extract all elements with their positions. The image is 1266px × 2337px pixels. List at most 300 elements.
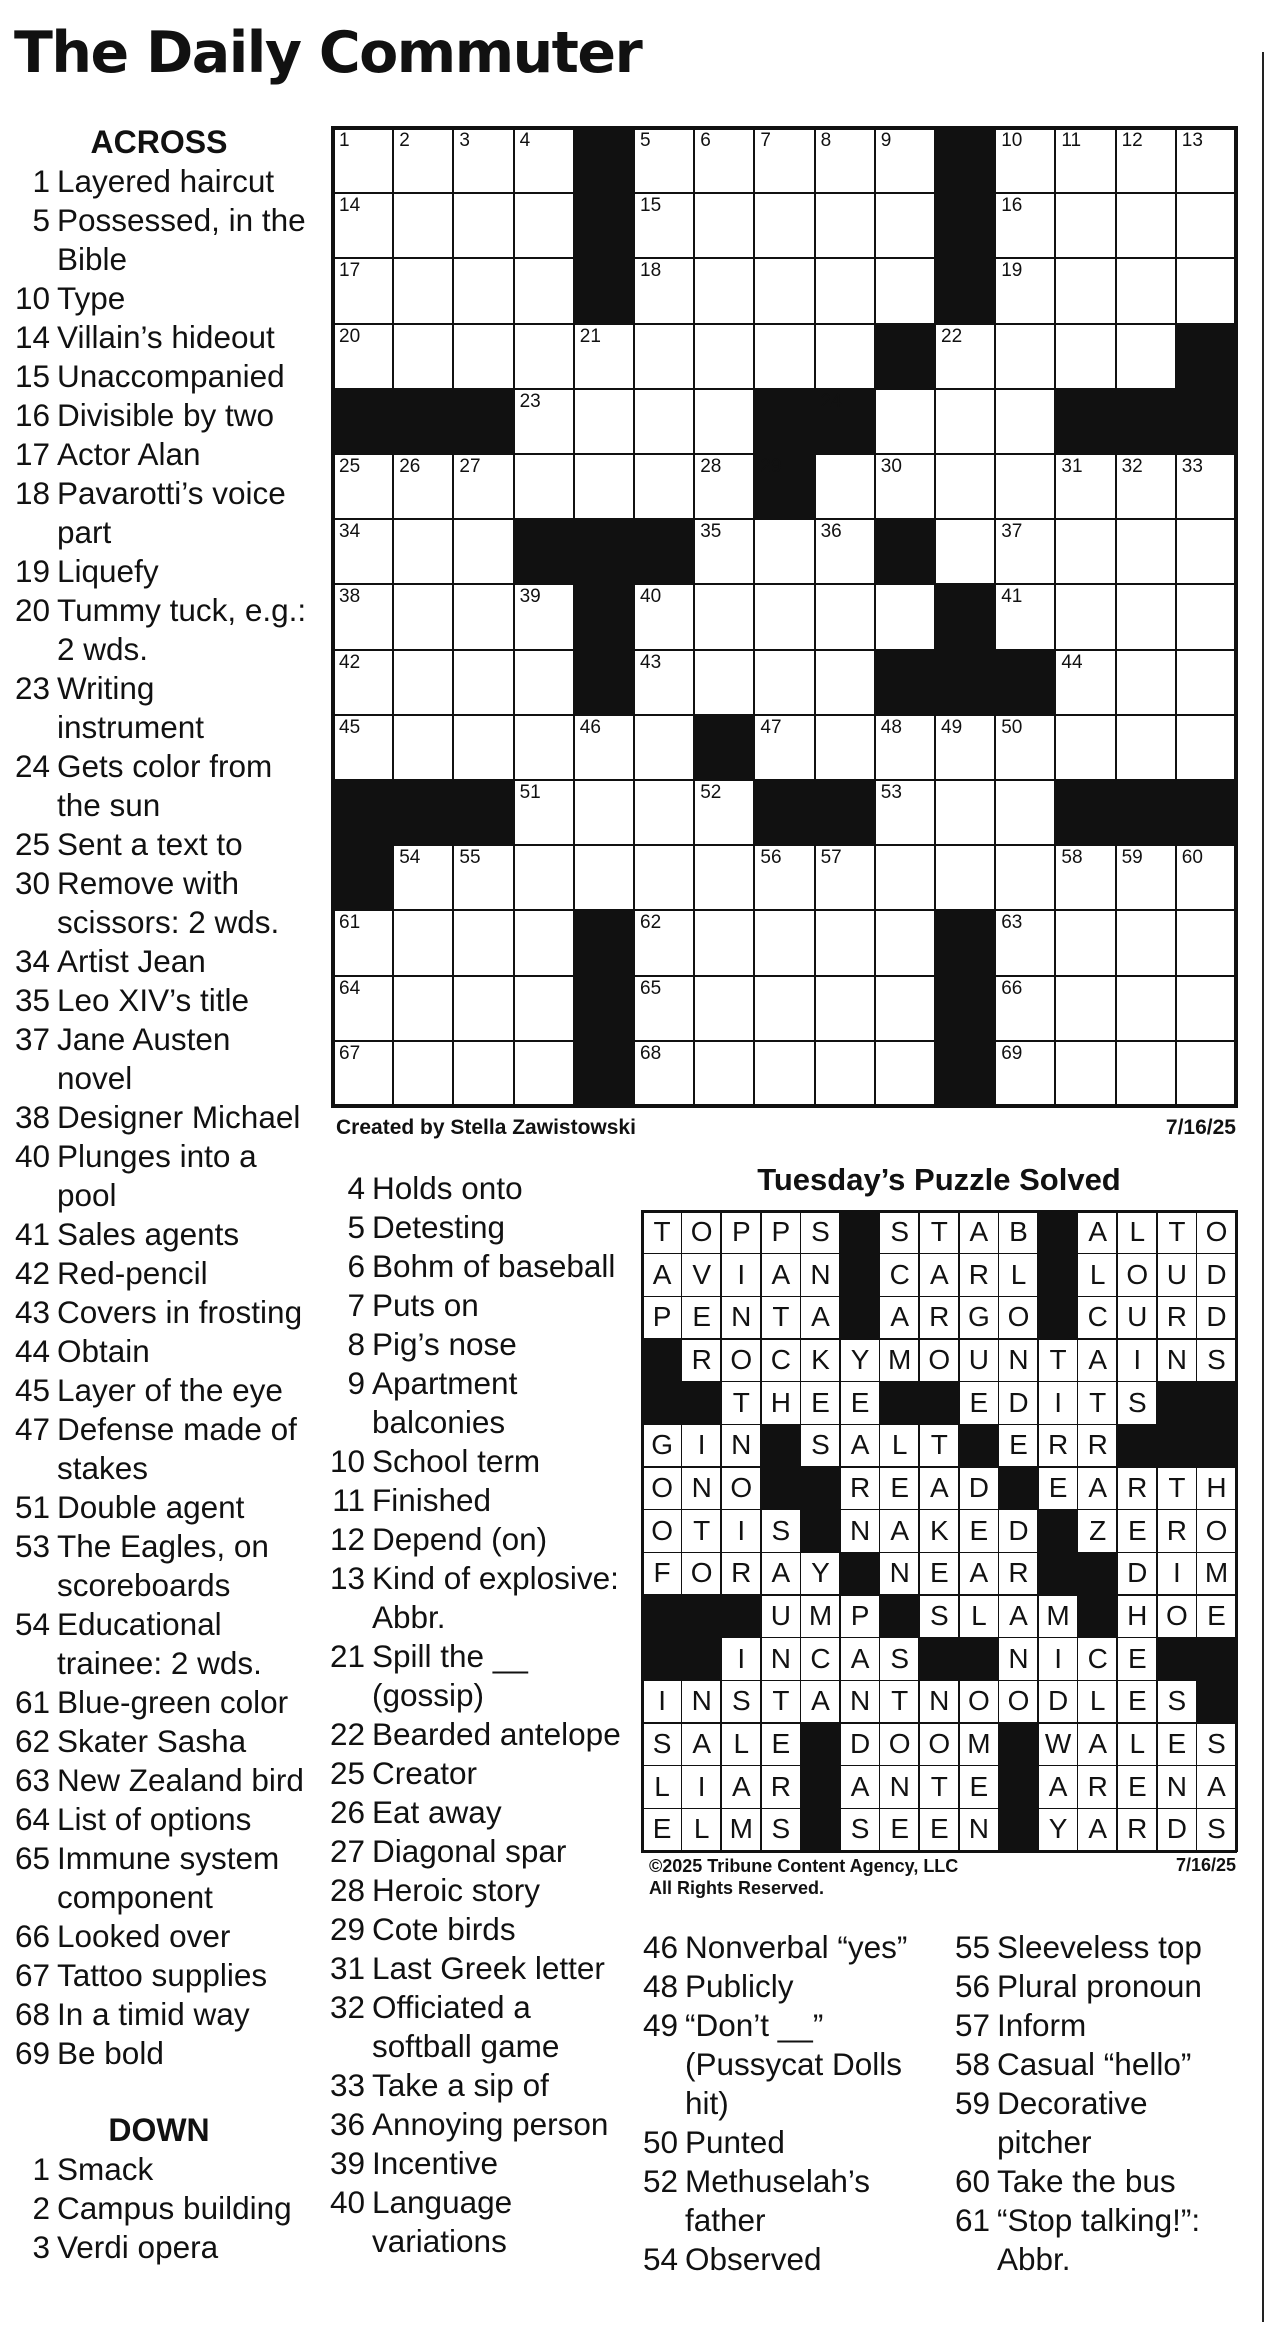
crossword-grid[interactable] [333, 128, 1236, 1106]
grid-cell[interactable] [1055, 976, 1116, 1042]
grid-cell[interactable] [694, 584, 755, 650]
grid-cell[interactable] [453, 1041, 514, 1107]
grid-cell[interactable] [694, 650, 755, 716]
clue-text: Publicly [685, 1968, 794, 2004]
grid-cell[interactable] [333, 258, 394, 324]
grid-cell[interactable] [995, 193, 1056, 259]
grid-cell[interactable] [694, 780, 755, 846]
grid-cell[interactable] [333, 1041, 394, 1107]
clue-text: Looked over [57, 1918, 231, 1954]
grid-line [839, 1210, 841, 1852]
clue-text: Heroic story [372, 1872, 541, 1908]
grid-cell[interactable] [393, 1041, 454, 1107]
grid-cell[interactable] [815, 976, 876, 1042]
grid-cell[interactable] [453, 845, 514, 911]
grid-cell[interactable] [333, 650, 394, 716]
grid-cell[interactable] [815, 715, 876, 781]
cell-number: 65 [640, 977, 662, 999]
grid-cell[interactable] [1116, 519, 1177, 585]
grid-cell[interactable] [754, 258, 815, 324]
grid-cell[interactable] [514, 584, 575, 650]
grid-cell[interactable] [1176, 910, 1237, 976]
cell-number: 32 [1121, 456, 1143, 477]
clue-number: 5 [347, 1209, 365, 1245]
grid-cell[interactable] [995, 1041, 1056, 1107]
solution-letter: L [642, 1766, 682, 1809]
grid-cell[interactable] [815, 324, 876, 390]
grid-cell[interactable] [333, 910, 394, 976]
grid-cell[interactable] [875, 780, 936, 846]
grid-cell[interactable] [514, 976, 575, 1042]
grid-line [573, 126, 575, 1108]
grid-line [331, 257, 1238, 259]
grid-cell[interactable] [393, 193, 454, 259]
grid-line [452, 126, 454, 1108]
grid-cell[interactable] [1116, 976, 1177, 1042]
clue-number: 43 [14, 1294, 50, 1330]
grid-cell[interactable] [1176, 519, 1237, 585]
clue-item [14, 825, 314, 864]
solution-letter: E [880, 1808, 920, 1851]
clue-item [14, 1683, 314, 1722]
grid-cell[interactable] [453, 258, 514, 324]
grid-cell[interactable] [694, 1041, 755, 1107]
solution-letter: U [761, 1595, 801, 1638]
grid-cell[interactable] [754, 650, 815, 716]
grid-cell[interactable] [1116, 715, 1177, 781]
grid-cell[interactable] [634, 128, 695, 194]
grid-cell[interactable] [935, 324, 996, 390]
grid-block [995, 650, 1056, 716]
clue-number: 21 [329, 1638, 365, 1674]
grid-cell[interactable] [1116, 193, 1177, 259]
grid-cell[interactable] [453, 324, 514, 390]
clue-item [14, 1956, 314, 1995]
grid-cell[interactable] [1055, 584, 1116, 650]
grid-cell[interactable] [333, 324, 394, 390]
solution-letter: A [959, 1552, 999, 1595]
clue-number: 19 [14, 553, 50, 589]
solution-letter: S [761, 1510, 801, 1553]
grid-line [958, 1210, 960, 1852]
grid-cell[interactable] [574, 454, 635, 520]
grid-cell[interactable] [995, 258, 1056, 324]
grid-cell[interactable] [1116, 1041, 1177, 1107]
down-header: DOWN [108, 2112, 210, 2148]
grid-cell[interactable] [1116, 258, 1177, 324]
solution-letter: A [880, 1296, 920, 1339]
grid-line [998, 1210, 1000, 1852]
cell-number: 18 [640, 260, 662, 282]
grid-line [994, 126, 996, 1108]
grid-cell[interactable] [393, 715, 454, 781]
grid-cell[interactable] [995, 910, 1056, 976]
grid-cell[interactable] [815, 910, 876, 976]
clue-number: 23 [14, 670, 50, 706]
grid-cell[interactable] [634, 1041, 695, 1107]
clue-number: 61 [14, 1684, 50, 1720]
grid-cell[interactable] [1116, 910, 1177, 976]
grid-cell[interactable] [815, 193, 876, 259]
grid-cell[interactable] [333, 519, 394, 585]
grid-cell[interactable] [815, 845, 876, 911]
clue-item [329, 1910, 629, 1949]
clue-number: 20 [14, 592, 50, 628]
grid-cell[interactable] [634, 324, 695, 390]
grid-cell[interactable] [1176, 715, 1237, 781]
clue-item [329, 2144, 629, 2183]
grid-cell[interactable] [514, 389, 575, 455]
grid-cell[interactable] [514, 258, 575, 324]
grid-cell[interactable] [1116, 324, 1177, 390]
grid-cell[interactable] [1055, 128, 1116, 194]
clue-item [329, 1559, 629, 1637]
grid-cell[interactable] [754, 519, 815, 585]
grid-cell[interactable] [574, 715, 635, 781]
grid-cell[interactable] [514, 454, 575, 520]
grid-cell[interactable] [995, 780, 1056, 846]
solution-letter: N [721, 1296, 761, 1339]
grid-cell[interactable] [634, 715, 695, 781]
grid-line [331, 844, 1238, 846]
grid-cell[interactable] [935, 454, 996, 520]
solution-letter: N [800, 1254, 840, 1297]
grid-cell[interactable] [634, 976, 695, 1042]
grid-cell[interactable] [935, 845, 996, 911]
grid-cell[interactable] [514, 715, 575, 781]
solution-letter: O [642, 1467, 682, 1510]
grid-cell[interactable] [995, 454, 1056, 520]
solution-letter: A [1078, 1339, 1118, 1382]
grid-cell[interactable] [453, 454, 514, 520]
grid-cell[interactable] [393, 976, 454, 1042]
solution-block [998, 1808, 1038, 1851]
solution-block [959, 1424, 999, 1467]
grid-cell[interactable] [333, 976, 394, 1042]
grid-cell[interactable] [995, 976, 1056, 1042]
solution-letter: U [1117, 1296, 1157, 1339]
grid-cell[interactable] [514, 845, 575, 911]
grid-cell[interactable] [754, 910, 815, 976]
grid-cell[interactable] [694, 258, 755, 324]
grid-cell[interactable] [1176, 584, 1237, 650]
grid-cell[interactable] [935, 780, 996, 846]
cell-number: 26 [399, 456, 421, 477]
grid-cell[interactable] [694, 389, 755, 455]
clue-number: 25 [329, 1755, 365, 1791]
grid-cell[interactable] [875, 258, 936, 324]
grid-block [1055, 780, 1116, 846]
grid-cell[interactable] [754, 1041, 815, 1107]
grid-cell[interactable] [875, 910, 936, 976]
solution-block [1196, 1638, 1236, 1681]
grid-cell[interactable] [875, 715, 936, 781]
grid-cell[interactable] [754, 584, 815, 650]
grid-cell[interactable] [333, 454, 394, 520]
clue-number: 13 [329, 1560, 365, 1596]
clue-item [329, 1208, 629, 1247]
grid-cell[interactable] [1055, 193, 1116, 259]
grid-cell[interactable] [634, 650, 695, 716]
solution-letter: A [761, 1254, 801, 1297]
solution-block [1078, 1552, 1118, 1595]
grid-cell[interactable] [1176, 976, 1237, 1042]
solution-block [998, 1467, 1038, 1510]
grid-cell[interactable] [1176, 650, 1237, 716]
grid-cell[interactable] [935, 519, 996, 585]
clue-item [14, 1917, 314, 1956]
solution-letter: S [1196, 1808, 1236, 1851]
grid-cell[interactable] [453, 976, 514, 1042]
clue-number: 30 [14, 865, 50, 901]
solution-letter: A [919, 1467, 959, 1510]
copyright-line: ©2025 Tribune Content Agency, LLC [649, 1856, 959, 1876]
grid-cell[interactable] [875, 193, 936, 259]
grid-cell[interactable] [754, 715, 815, 781]
grid-cell[interactable] [754, 193, 815, 259]
grid-cell[interactable] [333, 715, 394, 781]
grid-cell[interactable] [574, 389, 635, 455]
grid-cell[interactable] [1176, 454, 1237, 520]
grid-cell[interactable] [1176, 128, 1237, 194]
grid-cell[interactable] [875, 584, 936, 650]
grid-cell[interactable] [453, 715, 514, 781]
grid-cell[interactable] [935, 389, 996, 455]
clue-number: 10 [329, 1443, 365, 1479]
grid-cell[interactable] [995, 389, 1056, 455]
solution-letter: L [1117, 1211, 1157, 1254]
grid-cell[interactable] [1055, 715, 1116, 781]
solution-letter: S [761, 1808, 801, 1851]
grid-cell[interactable] [694, 519, 755, 585]
grid-block [815, 780, 876, 846]
grid-cell[interactable] [995, 845, 1056, 911]
grid-cell[interactable] [634, 780, 695, 846]
clue-number: 35 [14, 982, 50, 1018]
grid-cell[interactable] [995, 128, 1056, 194]
grid-cell[interactable] [1116, 128, 1177, 194]
grid-cell[interactable] [694, 193, 755, 259]
solution-letter: I [721, 1638, 761, 1681]
clue-item [14, 1371, 314, 1410]
solution-block [919, 1382, 959, 1425]
grid-cell[interactable] [634, 910, 695, 976]
grid-cell[interactable] [453, 128, 514, 194]
grid-cell[interactable] [694, 845, 755, 911]
grid-cell[interactable] [935, 715, 996, 781]
clue-item [14, 747, 314, 825]
grid-block [574, 650, 635, 716]
grid-cell[interactable] [1176, 193, 1237, 259]
grid-cell[interactable] [634, 845, 695, 911]
grid-cell[interactable] [995, 584, 1056, 650]
grid-cell[interactable] [995, 519, 1056, 585]
clue-text: Divisible by two [57, 397, 275, 433]
cell-number: 14 [339, 195, 361, 217]
clue-text: part [57, 514, 112, 550]
grid-cell[interactable] [514, 128, 575, 194]
grid-cell[interactable] [453, 584, 514, 650]
grid-cell[interactable] [1055, 845, 1116, 911]
solution-letter: I [721, 1510, 761, 1553]
grid-line [641, 1509, 1237, 1511]
cell-number: 7 [760, 130, 771, 151]
grid-cell[interactable] [393, 584, 454, 650]
grid-cell[interactable] [875, 976, 936, 1042]
grid-cell[interactable] [393, 650, 454, 716]
grid-block [574, 910, 635, 976]
solution-letter: E [682, 1296, 722, 1339]
grid-cell[interactable] [815, 128, 876, 194]
grid-cell[interactable] [514, 1041, 575, 1107]
grid-cell[interactable] [393, 519, 454, 585]
solution-letter: R [1117, 1467, 1157, 1510]
grid-cell[interactable] [694, 910, 755, 976]
grid-cell[interactable] [1055, 910, 1116, 976]
grid-cell[interactable] [514, 910, 575, 976]
solution-letter: T [919, 1766, 959, 1809]
solution-letter: D [1157, 1808, 1197, 1851]
clue-text: Officiated a [372, 1989, 531, 2025]
grid-cell[interactable] [634, 584, 695, 650]
clue-number: 6 [347, 1248, 365, 1284]
solution-letter: H [761, 1382, 801, 1425]
grid-cell[interactable] [453, 193, 514, 259]
grid-cell[interactable] [815, 650, 876, 716]
grid-cell[interactable] [1116, 845, 1177, 911]
grid-cell[interactable] [453, 910, 514, 976]
clue-number: 2 [32, 2190, 50, 2226]
grid-line [918, 1210, 920, 1852]
grid-cell[interactable] [634, 258, 695, 324]
grid-cell[interactable] [1055, 519, 1116, 585]
grid-line [331, 388, 1238, 390]
grid-line [641, 1594, 1237, 1596]
grid-line [331, 192, 1238, 194]
grid-cell[interactable] [634, 193, 695, 259]
grid-cell[interactable] [1055, 454, 1116, 520]
grid-cell[interactable] [1116, 650, 1177, 716]
grid-cell[interactable] [514, 650, 575, 716]
grid-cell[interactable] [754, 324, 815, 390]
grid-cell[interactable] [995, 715, 1056, 781]
clue-number: 42 [14, 1255, 50, 1291]
clue-item [954, 1967, 1254, 2006]
grid-cell[interactable] [1055, 324, 1116, 390]
solution-letter: C [800, 1638, 840, 1681]
grid-line [513, 126, 515, 1108]
clue-number: 50 [642, 2124, 678, 2160]
grid-cell[interactable] [815, 454, 876, 520]
solution-letter: E [800, 1382, 840, 1425]
grid-cell[interactable] [634, 454, 695, 520]
clue-item [329, 1286, 629, 1325]
grid-cell[interactable] [694, 324, 755, 390]
grid-cell[interactable] [875, 389, 936, 455]
grid-cell[interactable] [1176, 258, 1237, 324]
grid-cell[interactable] [875, 845, 936, 911]
grid-cell[interactable] [393, 128, 454, 194]
grid-block [1116, 780, 1177, 846]
grid-line [1077, 1210, 1079, 1852]
clue-text: Detesting [372, 1209, 506, 1245]
grid-cell[interactable] [815, 1041, 876, 1107]
solution-letter: S [1117, 1382, 1157, 1425]
grid-cell[interactable] [634, 389, 695, 455]
grid-block [694, 715, 755, 781]
grid-cell[interactable] [333, 128, 394, 194]
clue-number: 40 [14, 1138, 50, 1174]
solution-letter: I [682, 1766, 722, 1809]
clue-item [14, 1332, 314, 1371]
clue-text: Kind of explosive: [372, 1560, 619, 1596]
clue-text: Layer of the eye [57, 1372, 283, 1408]
solution-block [1078, 1595, 1118, 1638]
solution-block [682, 1638, 722, 1681]
grid-cell[interactable] [574, 845, 635, 911]
grid-cell[interactable] [393, 910, 454, 976]
grid-cell[interactable] [995, 324, 1056, 390]
grid-cell[interactable] [1055, 650, 1116, 716]
clue-text: Possessed, in the [57, 202, 306, 238]
grid-cell[interactable] [875, 454, 936, 520]
cell-number: 31 [1061, 456, 1083, 477]
grid-cell[interactable] [1176, 845, 1237, 911]
grid-cell[interactable] [1055, 1041, 1116, 1107]
grid-cell[interactable] [815, 258, 876, 324]
grid-cell[interactable] [875, 128, 936, 194]
grid-cell[interactable] [514, 324, 575, 390]
grid-cell[interactable] [393, 454, 454, 520]
solution-letter: W [1038, 1723, 1078, 1766]
grid-cell[interactable] [393, 324, 454, 390]
grid-cell[interactable] [333, 193, 394, 259]
grid-cell[interactable] [514, 780, 575, 846]
grid-cell[interactable] [754, 128, 815, 194]
clue-text: Bearded antelope [372, 1716, 621, 1752]
clue-item [14, 435, 314, 474]
grid-cell[interactable] [875, 1041, 936, 1107]
grid-cell[interactable] [393, 845, 454, 911]
grid-cell[interactable] [694, 976, 755, 1042]
grid-cell[interactable] [1116, 584, 1177, 650]
solution-letter: P [761, 1211, 801, 1254]
grid-cell[interactable] [694, 454, 755, 520]
grid-cell[interactable] [333, 584, 394, 650]
grid-cell[interactable] [1116, 454, 1177, 520]
clue-text: Gets color from [57, 748, 273, 784]
clue-number: 7 [347, 1287, 365, 1323]
cell-number: 55 [459, 847, 481, 869]
grid-cell[interactable] [514, 193, 575, 259]
grid-cell[interactable] [574, 780, 635, 846]
grid-cell[interactable] [815, 519, 876, 585]
grid-cell[interactable] [815, 584, 876, 650]
solution-letter: E [1117, 1510, 1157, 1553]
grid-cell[interactable] [453, 519, 514, 585]
grid-cell[interactable] [754, 976, 815, 1042]
grid-cell[interactable] [694, 128, 755, 194]
grid-cell[interactable] [754, 845, 815, 911]
grid-cell[interactable] [574, 324, 635, 390]
solution-letter: T [761, 1680, 801, 1723]
grid-cell[interactable] [393, 258, 454, 324]
grid-cell[interactable] [1176, 1041, 1237, 1107]
grid-line [331, 323, 1238, 325]
grid-cell[interactable] [1055, 258, 1116, 324]
grid-cell[interactable] [453, 650, 514, 716]
cell-number: 30 [880, 456, 902, 477]
